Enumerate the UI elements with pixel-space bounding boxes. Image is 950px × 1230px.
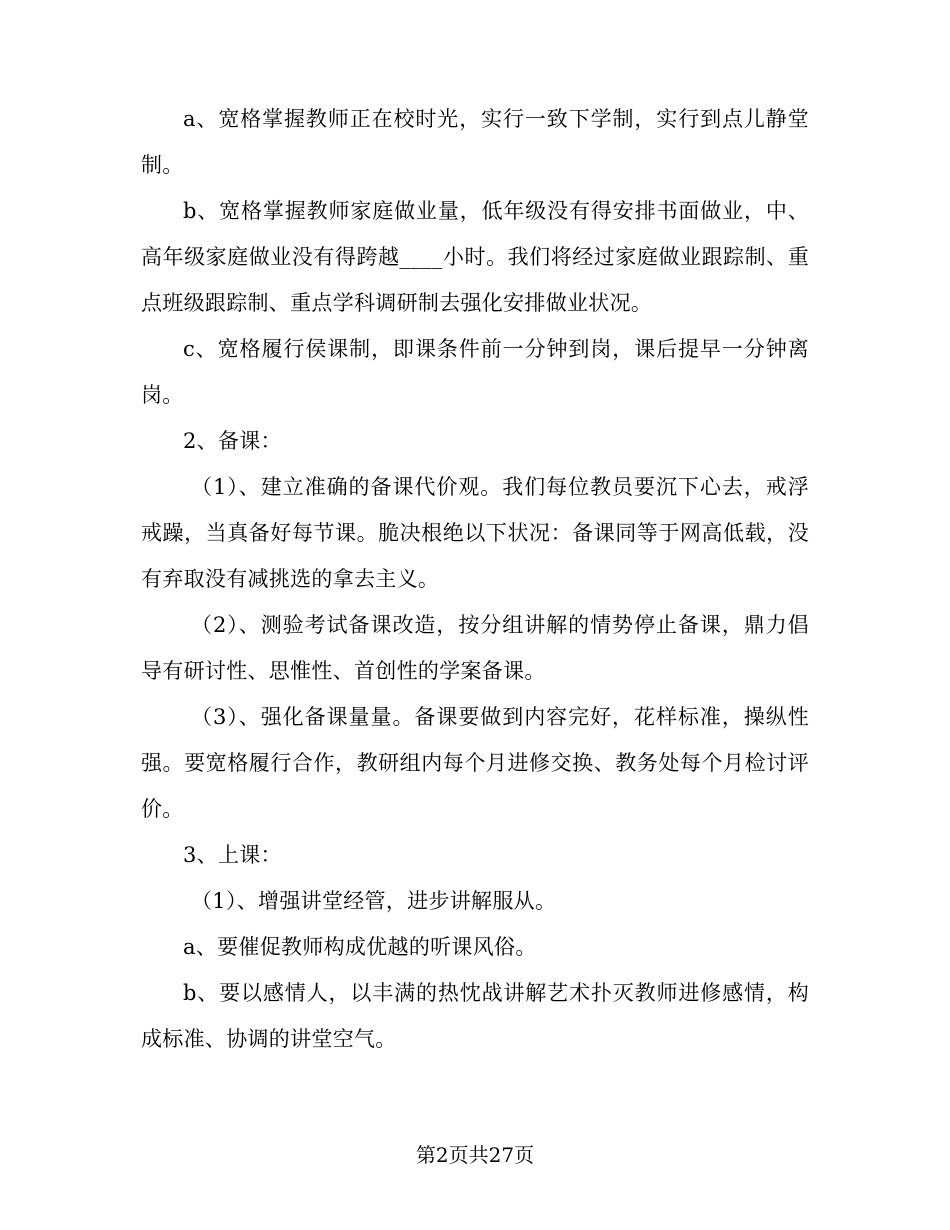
paragraph-b-homework: b、宽格掌握教师家庭做业量，低年级没有得安排书面做业，中、高年级家庭做业没有得跨越____小时。我们将经过家庭做业跟踪制、重点班级跟踪制、重点学科调研制去强化安排做业状况。 [141,199,809,315]
paragraph-class-management: （1）、增强讲堂经管，进步讲解服从。 [191,889,557,913]
paragraph-a-listening-habits: a、要催促教师构成优越的听课风俗。 [183,935,537,959]
heading-teaching: 3、上课： [183,843,282,867]
page-number-footer: 第2页共27页 [415,1143,535,1167]
heading-lesson-preparation: 2、备课： [183,429,282,453]
paragraph-prep-quality: （3）、强化备课量量。备课要做到内容完好，花样标准，操纵性强。要宽格履行合作，教研组内每个月进修交换、教务处每个月检讨评价。 [141,705,809,821]
paragraph-prep-reform: （2）、测验考试备课改造，按分组讲解的情势停止备课，鼎力倡导有研讨性、思惟性、首创性的学案备课。 [141,613,809,683]
paragraph-b-classroom-atmosphere: b、要以感情人，以丰满的热忱战讲解艺术扑灭教师进修感情，构成标准、协调的讲堂空气。 [141,981,809,1051]
document-body [141,96,809,1062]
paragraph-c-class-waiting: c、宽格履行侯课制，即课条件前一分钟到岗，课后提早一分钟离岗。 [141,337,809,407]
paragraph-a-school-time: a、宽格掌握教师正在校时光，实行一致下学制，实行到点儿静堂制。 [141,107,809,177]
paragraph-prep-values: （1）、建立准确的备课代价观。我们每位教员要沉下心去，戒浮戒躁，当真备好每节课。脆决根绝以下状况：备课同等于网高低载，没有弃取没有减挑选的拿去主义。 [141,475,809,591]
